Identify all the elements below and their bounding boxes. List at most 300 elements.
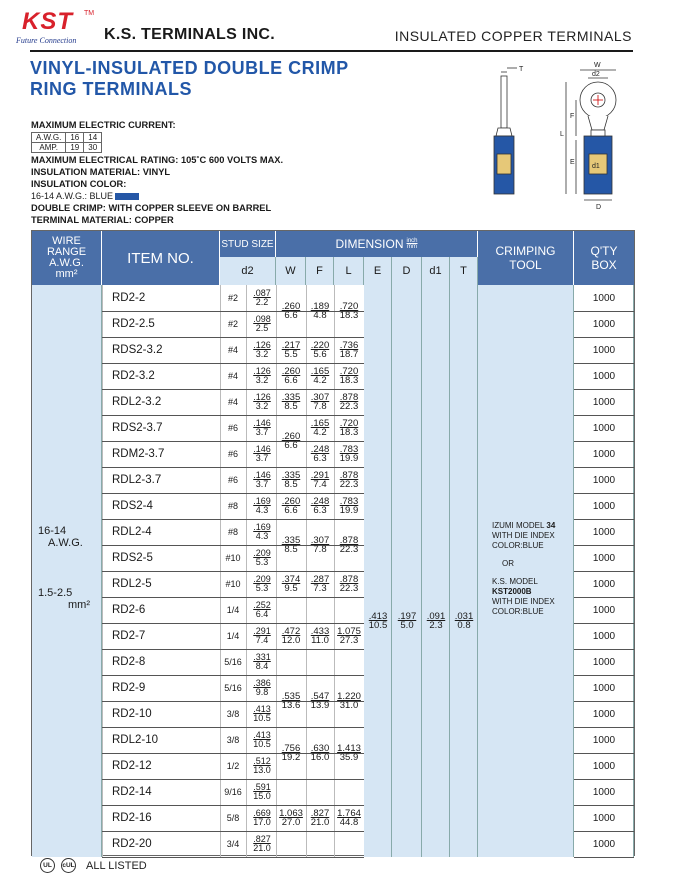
item-number: RD2-20 bbox=[112, 838, 152, 850]
dim-inch: 1.764 bbox=[337, 807, 361, 819]
stud-size: 3/4 bbox=[226, 839, 240, 849]
dim-l-value bbox=[334, 469, 364, 491]
stud-size: #6 bbox=[227, 475, 238, 485]
header-d1: d1 bbox=[422, 257, 450, 285]
dim-l-value bbox=[334, 443, 364, 465]
dim-inch: .720 bbox=[339, 300, 359, 312]
d2-inch: .209 bbox=[253, 548, 271, 558]
max-current-label: MAXIMUM ELECTRIC CURRENT: bbox=[31, 120, 176, 130]
merged-E-column bbox=[364, 285, 392, 857]
product-category: INSULATED COPPER TERMINALS bbox=[394, 28, 632, 44]
d2-mm: 9.8 bbox=[255, 687, 269, 697]
d2-value bbox=[246, 337, 276, 363]
d2-mm: 4.3 bbox=[255, 505, 269, 515]
dim-inch: .736 bbox=[339, 339, 359, 351]
dim-l-value bbox=[334, 690, 364, 712]
stud-size: 5/8 bbox=[226, 813, 240, 823]
d2-value bbox=[246, 415, 276, 441]
diagram-label-t: T bbox=[519, 66, 524, 73]
insulation-color-value-row bbox=[31, 190, 283, 202]
qty-value: 1000 bbox=[592, 578, 616, 590]
diagram-label-l: L bbox=[560, 131, 564, 138]
insulation-color-value: 16-14 A.W.G.: BLUE bbox=[31, 191, 114, 201]
dim-inch: .248 bbox=[310, 443, 330, 455]
qty-value: 1000 bbox=[592, 396, 616, 408]
qty-header-line: BOX bbox=[591, 258, 617, 272]
dim-f-value bbox=[306, 690, 334, 712]
qty-value: 1000 bbox=[592, 838, 616, 850]
wire-range-awg bbox=[38, 525, 83, 549]
dim-inch: .165 bbox=[310, 365, 330, 377]
dim-inch: .413 bbox=[368, 610, 388, 622]
dim-mm: 44.8 bbox=[339, 817, 359, 828]
d2-inch: .087 bbox=[253, 288, 271, 298]
d2-value bbox=[246, 649, 276, 675]
crimp-line: COLOR:BLUE bbox=[492, 541, 544, 550]
d2-inch: .146 bbox=[253, 470, 271, 480]
header-l: L bbox=[334, 257, 364, 285]
dim-mm: 5.6 bbox=[313, 349, 327, 360]
d2-inch: .413 bbox=[253, 704, 271, 714]
item-number: RD2-16 bbox=[112, 812, 152, 824]
item-number: RDS2-5 bbox=[112, 552, 153, 564]
stud-size: #4 bbox=[227, 371, 238, 381]
d2-mm: 17.0 bbox=[253, 817, 271, 827]
logo-tagline: Future Connection bbox=[16, 36, 77, 45]
stud-size: #2 bbox=[227, 319, 238, 329]
d2-value bbox=[246, 519, 276, 545]
stud-size: #4 bbox=[227, 397, 238, 407]
dim-w-value bbox=[276, 742, 306, 764]
stud-size: 1/2 bbox=[226, 761, 240, 771]
crimp-line: K.S. MODEL bbox=[492, 577, 538, 586]
mm-range: 1.5-2.5 bbox=[38, 587, 73, 599]
d2-value bbox=[246, 441, 276, 467]
qty-value: 1000 bbox=[592, 708, 616, 720]
dim-w-value bbox=[276, 573, 306, 595]
stud-size: 5/16 bbox=[224, 657, 242, 667]
wire-range-header-line: mm² bbox=[55, 268, 78, 280]
qty-value: 1000 bbox=[592, 526, 616, 538]
dim-mm: 7.3 bbox=[313, 583, 327, 594]
d2-mm: 5.3 bbox=[255, 557, 269, 567]
stud-size: #8 bbox=[227, 527, 238, 537]
d2-value bbox=[246, 311, 276, 337]
item-number: RDL2-3.7 bbox=[112, 474, 162, 486]
dim-f-value bbox=[306, 391, 334, 413]
dim-mm: 18.3 bbox=[339, 427, 359, 438]
ul-mark-icon: UL bbox=[40, 858, 55, 873]
header-d: D bbox=[392, 257, 422, 285]
qty-value: 1000 bbox=[592, 630, 616, 642]
qty-value: 1000 bbox=[592, 344, 616, 356]
dim-mm: 6.3 bbox=[313, 453, 327, 464]
crimp-line: IZUMI MODEL bbox=[492, 521, 547, 530]
stud-size: #6 bbox=[227, 449, 238, 459]
amp-value: 19 bbox=[66, 143, 84, 153]
dim-mm: 11.0 bbox=[311, 635, 329, 646]
stud-size: 3/8 bbox=[226, 709, 240, 719]
header-crimping-tool bbox=[478, 231, 574, 285]
dim-mm: 18.7 bbox=[339, 349, 359, 360]
dim-f-value bbox=[306, 495, 334, 517]
dim-f-value bbox=[306, 300, 334, 322]
d2-value bbox=[246, 545, 276, 571]
dim-inch: 1.075 bbox=[337, 625, 361, 637]
dim-mm: 19.9 bbox=[339, 505, 359, 516]
dim-inch: .189 bbox=[310, 300, 330, 312]
dim-inch: 1.063 bbox=[279, 807, 303, 819]
dim-w-value bbox=[276, 430, 306, 452]
d2-inch: .291 bbox=[253, 626, 271, 636]
stud-size: #2 bbox=[227, 293, 238, 303]
dim-mm: 6.6 bbox=[284, 505, 298, 516]
d2-mm: 3.2 bbox=[255, 349, 269, 359]
dim-unit-mm: mm bbox=[407, 244, 417, 250]
dim-mm: 4.2 bbox=[313, 375, 327, 386]
item-number: RD2-7 bbox=[112, 630, 146, 642]
common-t-value bbox=[450, 610, 478, 632]
stud-size: 3/8 bbox=[226, 735, 240, 745]
dim-inch: .220 bbox=[310, 339, 330, 351]
dim-inch: .547 bbox=[310, 690, 330, 702]
dim-w-value bbox=[276, 469, 306, 491]
crimp-model: 34 bbox=[546, 521, 556, 530]
d2-mm: 6.4 bbox=[255, 609, 269, 619]
dim-mm: 7.4 bbox=[313, 479, 327, 490]
specifications bbox=[31, 119, 283, 226]
dim-inch: .291 bbox=[310, 469, 330, 481]
dim-inch: .091 bbox=[426, 610, 446, 622]
diagram-label-f: F bbox=[570, 113, 575, 120]
qty-value: 1000 bbox=[592, 812, 616, 824]
crimp-line: COLOR:BLUE bbox=[492, 607, 544, 616]
header-stud-size: STUD SIZE bbox=[220, 231, 276, 257]
merged-d1-column bbox=[422, 285, 450, 857]
item-number: RD2-6 bbox=[112, 604, 146, 616]
d2-value bbox=[246, 571, 276, 597]
item-number: RDS2-4 bbox=[112, 500, 153, 512]
dim-mm: 19.2 bbox=[281, 752, 301, 763]
dim-w-value bbox=[276, 365, 306, 387]
dim-l-value bbox=[334, 495, 364, 517]
d2-value bbox=[246, 597, 276, 623]
double-crimp: DOUBLE CRIMP: WITH COPPER SLEEVE ON BARREL bbox=[31, 203, 272, 213]
amp-label: AMP. bbox=[32, 143, 66, 153]
d2-mm: 3.7 bbox=[255, 427, 269, 437]
diagram-label-e: E bbox=[570, 159, 575, 166]
d2-inch: .827 bbox=[253, 834, 271, 844]
qty-value: 1000 bbox=[592, 422, 616, 434]
diagram-label-w: W bbox=[594, 62, 601, 69]
dim-inch: .307 bbox=[310, 534, 330, 546]
header-qty-box bbox=[574, 231, 634, 285]
header-f: F bbox=[306, 257, 334, 285]
header-e: E bbox=[364, 257, 392, 285]
d2-value bbox=[246, 493, 276, 519]
dim-mm: 6.6 bbox=[284, 440, 298, 451]
diagram-label-d2: d2 bbox=[592, 71, 600, 78]
item-number: RD2-8 bbox=[112, 656, 146, 668]
d2-value bbox=[246, 779, 276, 805]
d2-value bbox=[246, 285, 276, 311]
dim-inch: .031 bbox=[454, 610, 474, 622]
d2-value bbox=[246, 389, 276, 415]
wire-range-header-line: WIRE bbox=[52, 235, 81, 247]
dim-inch: .827 bbox=[310, 807, 330, 819]
d2-value bbox=[246, 675, 276, 701]
stud-size: #10 bbox=[225, 553, 241, 563]
qty-value: 1000 bbox=[592, 292, 616, 304]
qty-value: 1000 bbox=[592, 604, 616, 616]
dim-w-value bbox=[276, 391, 306, 413]
electrical-rating: MAXIMUM ELECTRICAL RATING: 105˚C 600 VOLTS MAX. bbox=[31, 155, 284, 165]
qty-value: 1000 bbox=[592, 656, 616, 668]
page-title-line1: VINYL-INSULATED DOUBLE CRIMP bbox=[30, 58, 349, 78]
dim-mm: 22.3 bbox=[339, 583, 359, 594]
dim-l-value bbox=[334, 300, 364, 322]
dim-inch: .878 bbox=[339, 391, 359, 403]
dim-inch: .878 bbox=[339, 573, 359, 585]
d2-mm: 2.2 bbox=[255, 297, 269, 307]
d2-mm: 21.0 bbox=[253, 843, 271, 853]
diagram-label-d1: d1 bbox=[592, 163, 600, 170]
d2-value bbox=[246, 467, 276, 493]
dim-inch: 1.220 bbox=[337, 690, 361, 702]
d2-inch: .146 bbox=[253, 418, 271, 428]
item-number: RD2-12 bbox=[112, 760, 152, 772]
row-divider bbox=[574, 857, 634, 858]
qty-value: 1000 bbox=[592, 786, 616, 798]
crimp-model: KST2000B bbox=[492, 587, 532, 596]
dim-f-value bbox=[306, 443, 334, 465]
dim-w-value bbox=[276, 339, 306, 361]
item-number: RD2-9 bbox=[112, 682, 146, 694]
dim-l-value bbox=[334, 573, 364, 595]
wire-range-header-line: A.W.G. bbox=[49, 257, 84, 269]
dim-inch: .335 bbox=[281, 391, 301, 403]
d2-value bbox=[246, 363, 276, 389]
d2-value bbox=[246, 623, 276, 649]
d2-inch: .126 bbox=[253, 392, 271, 402]
header-w: W bbox=[276, 257, 306, 285]
d2-inch: .169 bbox=[253, 522, 271, 532]
dim-w-value bbox=[276, 807, 306, 829]
cul-mark-icon: cUL bbox=[61, 858, 76, 873]
dim-mm: 18.3 bbox=[339, 310, 359, 321]
qty-header-line: Q'TY bbox=[590, 244, 618, 258]
dim-l-value bbox=[334, 625, 364, 647]
blue-color-swatch bbox=[115, 193, 139, 200]
qty-value: 1000 bbox=[592, 318, 616, 330]
qty-value: 1000 bbox=[592, 552, 616, 564]
dim-mm: 5.0 bbox=[400, 620, 414, 631]
stud-size: #8 bbox=[227, 501, 238, 511]
wire-range-cell bbox=[32, 285, 102, 857]
dim-f-value bbox=[306, 469, 334, 491]
d2-inch: .209 bbox=[253, 574, 271, 584]
d2-mm: 8.4 bbox=[255, 661, 269, 671]
dim-mm: 0.8 bbox=[457, 620, 471, 631]
d2-mm: 4.3 bbox=[255, 531, 269, 541]
dim-f-value bbox=[306, 625, 334, 647]
diagram-label-d: D bbox=[596, 204, 602, 211]
d2-inch: .386 bbox=[253, 678, 271, 688]
item-number: RD2-3.2 bbox=[112, 370, 155, 382]
dim-w-value bbox=[276, 495, 306, 517]
d2-mm: 3.7 bbox=[255, 453, 269, 463]
mm-unit: mm² bbox=[68, 599, 90, 611]
dim-f-value bbox=[306, 365, 334, 387]
dim-mm: 22.3 bbox=[339, 544, 359, 555]
dim-l-value bbox=[334, 391, 364, 413]
dim-inch: .783 bbox=[339, 495, 359, 507]
header-d2: d2 bbox=[220, 257, 276, 285]
d2-inch: .126 bbox=[253, 366, 271, 376]
stud-size: 5/16 bbox=[224, 683, 242, 693]
kst-logo bbox=[14, 8, 102, 46]
dim-inch: .287 bbox=[310, 573, 330, 585]
dim-mm: 22.3 bbox=[339, 479, 359, 490]
d2-mm: 5.3 bbox=[255, 583, 269, 593]
item-number: RDS2-3.7 bbox=[112, 422, 163, 434]
dim-mm: 6.6 bbox=[284, 310, 298, 321]
d2-inch: .591 bbox=[253, 782, 271, 792]
dim-l-value bbox=[334, 339, 364, 361]
dim-mm: 19.9 bbox=[339, 453, 359, 464]
wire-range-header-line: RANGE bbox=[46, 246, 87, 258]
dim-mm: 35.9 bbox=[339, 752, 359, 763]
qty-value: 1000 bbox=[592, 682, 616, 694]
dim-mm: 13.9 bbox=[310, 700, 330, 711]
item-number: RD2-2.5 bbox=[112, 318, 155, 330]
certification-footer bbox=[40, 858, 147, 873]
dim-inch: .260 bbox=[281, 430, 301, 442]
dim-l-value bbox=[334, 417, 364, 439]
item-number: RDL2-3.2 bbox=[112, 396, 162, 408]
dim-inch: .335 bbox=[281, 469, 301, 481]
stud-size: 1/4 bbox=[226, 605, 240, 615]
item-number: RD2-2 bbox=[112, 292, 146, 304]
item-number: RD2-10 bbox=[112, 708, 152, 720]
dim-inch: .535 bbox=[281, 690, 301, 702]
crimping-header-line: TOOL bbox=[509, 258, 542, 272]
item-number: RDL2-4 bbox=[112, 526, 152, 538]
d2-mm: 15.0 bbox=[253, 791, 271, 801]
dim-mm: 8.5 bbox=[284, 401, 298, 412]
item-number: RDS2-3.2 bbox=[112, 344, 163, 356]
d2-value bbox=[246, 701, 276, 727]
dim-inch: .720 bbox=[339, 417, 359, 429]
dim-inch: .260 bbox=[281, 300, 301, 312]
d2-inch: .512 bbox=[253, 756, 271, 766]
terminal-material: TERMINAL MATERIAL: COPPER bbox=[31, 215, 174, 225]
merged-T-column bbox=[450, 285, 478, 857]
dim-mm: 18.3 bbox=[339, 375, 359, 386]
crimping-header-line: CRIMPING bbox=[495, 244, 556, 258]
crimp-line: WITH DIE INDEX bbox=[492, 531, 555, 540]
awg-label: A.W.G. bbox=[32, 133, 66, 143]
dim-mm: 6.3 bbox=[313, 505, 327, 516]
d2-inch: .146 bbox=[253, 444, 271, 454]
dim-mm: 12.0 bbox=[281, 635, 301, 646]
dim-w-value bbox=[276, 534, 306, 556]
qty-value: 1000 bbox=[592, 500, 616, 512]
header-dimension bbox=[276, 231, 478, 257]
dim-inch: 1.413 bbox=[337, 742, 361, 754]
stud-size: #10 bbox=[225, 579, 241, 589]
header-t: T bbox=[450, 257, 478, 285]
stud-size: 9/16 bbox=[224, 787, 242, 797]
stud-size: 1/4 bbox=[226, 631, 240, 641]
item-number: RDL2-5 bbox=[112, 578, 152, 590]
product-table bbox=[31, 230, 635, 856]
dim-l-value bbox=[334, 365, 364, 387]
header-wire-range bbox=[32, 231, 102, 285]
page-title-line2: RING TERMINALS bbox=[30, 79, 192, 99]
dim-mm: 13.6 bbox=[281, 700, 301, 711]
dim-mm: 22.3 bbox=[339, 401, 359, 412]
company-name: K.S. TERMINALS INC. bbox=[104, 26, 276, 43]
d2-value bbox=[246, 805, 276, 831]
terminal-dimension-diagram bbox=[484, 58, 634, 218]
logo-text: KST bbox=[22, 8, 73, 35]
dim-mm: 8.5 bbox=[284, 479, 298, 490]
crimping-tool-info bbox=[492, 521, 555, 617]
dim-inch: .433 bbox=[310, 625, 330, 637]
dim-inch: .248 bbox=[310, 495, 330, 507]
dim-inch: .472 bbox=[281, 625, 301, 637]
dim-mm: 21.0 bbox=[310, 817, 330, 828]
dim-mm: 27.3 bbox=[339, 635, 359, 646]
awg-range: 16-14 bbox=[38, 525, 67, 537]
awg-unit: A.W.G. bbox=[48, 537, 83, 549]
dim-w-value bbox=[276, 625, 306, 647]
dim-w-value bbox=[276, 690, 306, 712]
d2-inch: .331 bbox=[253, 652, 271, 662]
dim-mm: 9.5 bbox=[284, 583, 298, 594]
amp-value: 30 bbox=[84, 143, 102, 153]
common-e-value bbox=[364, 610, 392, 632]
logo-tm: TM bbox=[84, 10, 95, 17]
qty-value: 1000 bbox=[592, 734, 616, 746]
qty-value: 1000 bbox=[592, 448, 616, 460]
dim-inch: .783 bbox=[339, 443, 359, 455]
dim-inch: .217 bbox=[281, 339, 301, 351]
qty-value: 1000 bbox=[592, 760, 616, 772]
dim-l-value bbox=[334, 534, 364, 556]
d2-mm: 10.5 bbox=[253, 739, 271, 749]
qty-value: 1000 bbox=[592, 474, 616, 486]
dim-f-value bbox=[306, 807, 334, 829]
d2-inch: .669 bbox=[253, 808, 271, 818]
dim-inch: .335 bbox=[281, 534, 301, 546]
dim-inch: .756 bbox=[281, 742, 301, 754]
dim-inch: .260 bbox=[281, 365, 301, 377]
d2-value bbox=[246, 831, 276, 857]
dimension-label: DIMENSION bbox=[335, 237, 404, 251]
d2-value bbox=[246, 727, 276, 753]
listed-text: ALL LISTED bbox=[86, 859, 147, 872]
dim-f-value bbox=[306, 742, 334, 764]
d2-inch: .126 bbox=[253, 340, 271, 350]
awg-value: 14 bbox=[84, 133, 102, 143]
dim-mm: 2.3 bbox=[429, 620, 443, 631]
dim-mm: 7.8 bbox=[313, 401, 327, 412]
dim-w-value bbox=[276, 300, 306, 322]
d2-inch: .252 bbox=[253, 600, 271, 610]
dim-l-value bbox=[334, 742, 364, 764]
